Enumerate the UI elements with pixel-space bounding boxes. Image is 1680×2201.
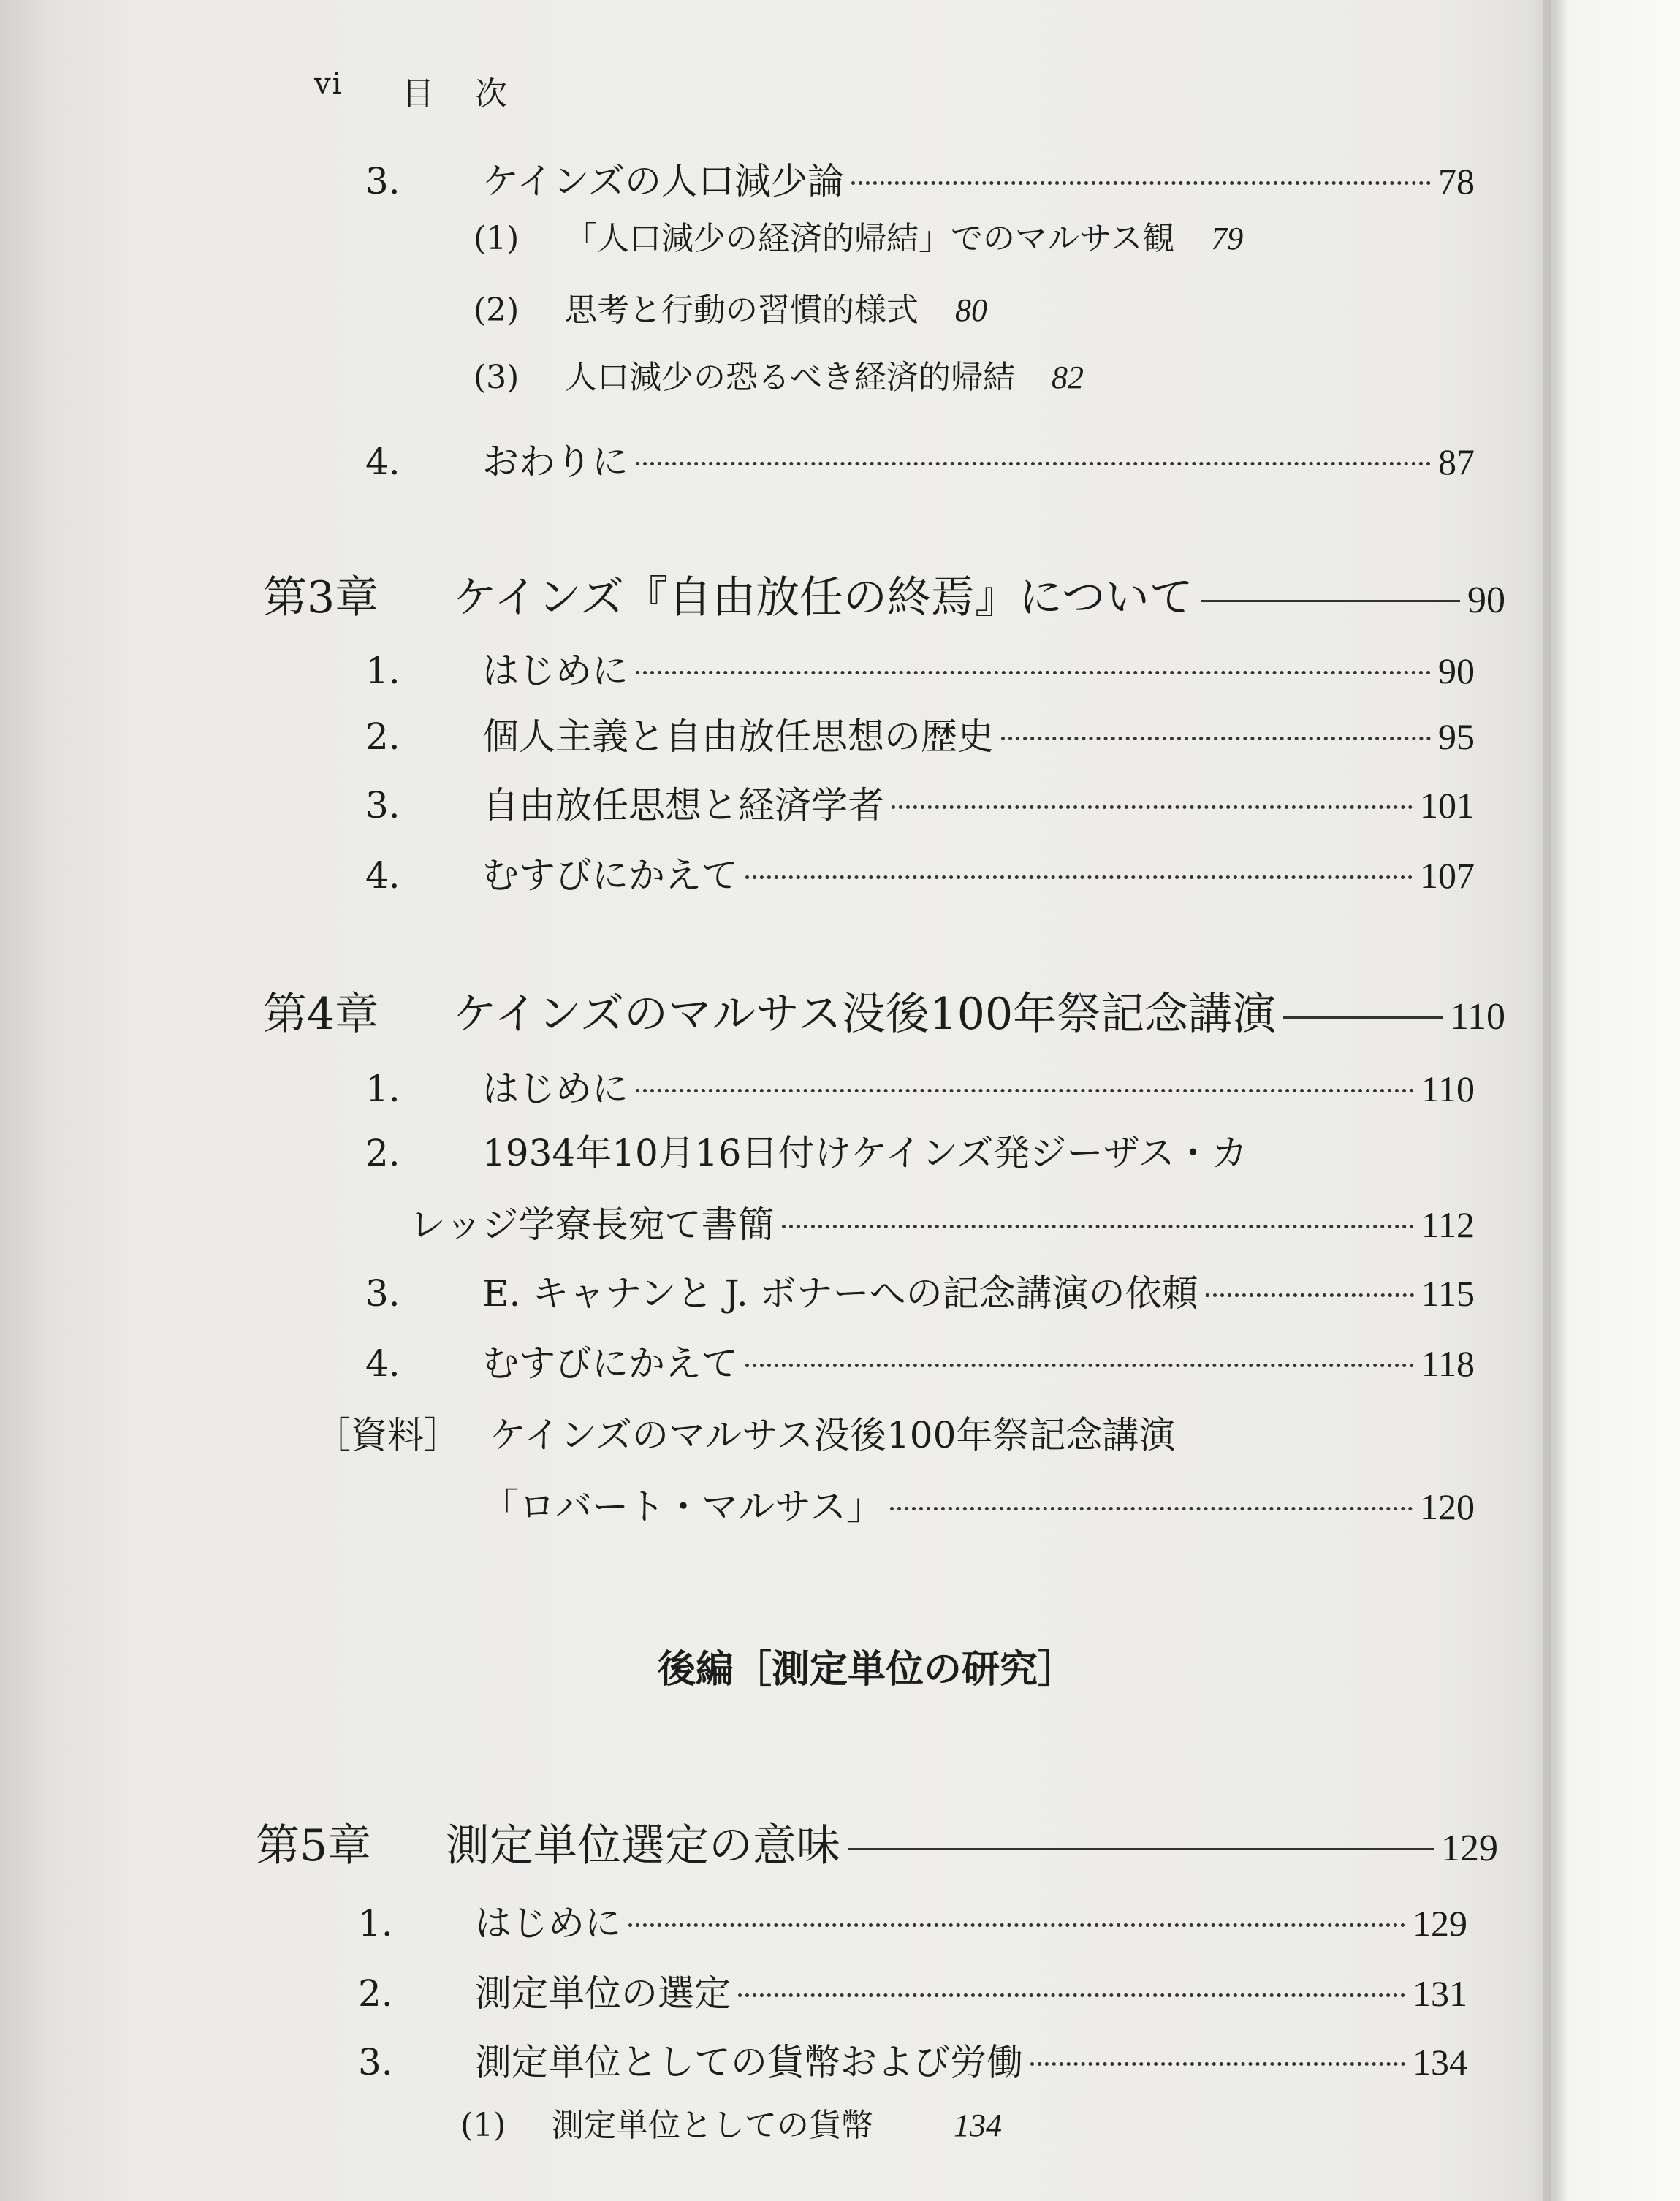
toc-subentry[interactable] [460, 2099, 1002, 2145]
dot-leader [628, 1923, 1405, 1927]
section-title: はじめに [475, 1902, 621, 1945]
page-ref: 82 [1052, 360, 1084, 395]
dot-leader [636, 671, 1431, 674]
dot-leader [636, 1089, 1414, 1092]
subsection-number: (1) [460, 2107, 506, 2144]
page-ref: 80 [955, 292, 987, 328]
section-number: 3. [365, 784, 400, 826]
section-number: 3. [365, 1272, 400, 1315]
page-ref: 87 [1438, 441, 1475, 482]
chapter-title: 測定単位選定の意味 [446, 1820, 840, 1871]
dot-leader [738, 1993, 1405, 1997]
page-ref: 79 [1211, 221, 1244, 256]
section-title: ケインズの人口減少論 [482, 160, 844, 202]
page-ref: 110 [1421, 1068, 1475, 1109]
toc-entry[interactable] [365, 152, 1475, 205]
page-ref: 101 [1420, 785, 1475, 826]
section-title-continued: レッジ学寮長宛て書簡 [409, 1204, 775, 1246]
toc-entry[interactable] [365, 1264, 1475, 1317]
toc-subentry[interactable] [474, 351, 1084, 398]
page-ref: 110 [1449, 996, 1505, 1038]
section-number: 1. [365, 650, 400, 692]
section-title: 測定単位としての貨幣および労働 [475, 2041, 1023, 2083]
chapter-number: 第5章 [256, 1820, 372, 1871]
section-title: むすびにかえて [482, 854, 738, 897]
subsection-number: (2) [474, 292, 520, 329]
rule-leader [848, 1848, 1434, 1850]
chapter-number: 第3章 [263, 572, 379, 623]
chapter-title: ケインズのマルサス没後100年祭記念講演 [453, 989, 1277, 1040]
section-title: E. キャナンと J. ボナーへの記念講演の依頼 [482, 1272, 1198, 1315]
page-number: vi [314, 67, 343, 101]
page-ref: 90 [1438, 650, 1475, 691]
toc-entry[interactable] [365, 433, 1475, 485]
subsection-title: 「人口減少の経済的帰結」でのマルサス観 [565, 220, 1175, 257]
section-title-continued: 「ロバート・マルサス」 [482, 1486, 883, 1528]
toc-subentry[interactable] [474, 284, 987, 330]
toc-entry[interactable] [365, 776, 1475, 829]
page-ref: 90 [1467, 579, 1505, 621]
dot-leader [745, 1364, 1414, 1367]
toc-chapter[interactable] [256, 1811, 1498, 1874]
page-ref: 134 [954, 2107, 1002, 2143]
section-number: 4. [365, 854, 400, 897]
toc-chapter[interactable] [263, 563, 1505, 626]
chapter-number: 第4章 [263, 989, 379, 1040]
chapter-title: ケインズ『自由放任の終焉』について [453, 572, 1193, 623]
section-number: 3. [358, 2041, 393, 2083]
dot-leader [782, 1225, 1414, 1228]
section-title: 自由放任思想と経済学者 [482, 784, 884, 826]
page-ref: 129 [1413, 1903, 1467, 1944]
section-title: ケインズのマルサス没後100年祭記念講演 [490, 1414, 1176, 1456]
section-number: 4. [365, 1342, 400, 1385]
toc-entry[interactable] [314, 1406, 1175, 1459]
dot-leader [890, 1507, 1413, 1510]
section-title: 個人主義と自由放任思想の歴史 [482, 715, 994, 758]
page-ref: 131 [1413, 1973, 1467, 2014]
subsection-title: 人口減少の恐るべき経済的帰結 [565, 359, 1015, 396]
section-title: おわりに [482, 441, 628, 483]
page-ref: 129 [1441, 1828, 1498, 1869]
page-ref: 120 [1420, 1486, 1475, 1527]
section-title: むすびにかえて [482, 1342, 738, 1385]
page-ref: 95 [1438, 716, 1475, 757]
section-number: 1. [358, 1902, 393, 1945]
toc-entry[interactable] [358, 2033, 1467, 2086]
section-title: 1934年10月16日付けケインズ発ジーザス・カ [482, 1132, 1248, 1174]
page-ref: 118 [1421, 1343, 1475, 1384]
toc-entry[interactable] [365, 846, 1475, 899]
toc-entry[interactable] [365, 707, 1475, 760]
toc-entry-continuation[interactable] [482, 1478, 1475, 1530]
toc-chapter[interactable] [263, 979, 1505, 1042]
rule-leader [1201, 600, 1460, 602]
dot-leader [892, 805, 1413, 809]
toc-entry[interactable] [365, 1334, 1475, 1387]
subsection-number: (1) [474, 220, 520, 257]
dot-leader [1001, 737, 1431, 740]
section-number: 4. [365, 441, 400, 483]
toc-entry[interactable] [365, 642, 1475, 694]
subsection-title: 測定単位としての貨幣 [552, 2107, 873, 2144]
dot-leader [1030, 2062, 1405, 2066]
section-number: 2. [365, 1132, 400, 1174]
toc-subentry[interactable] [474, 212, 1243, 259]
dot-leader [1206, 1293, 1414, 1297]
page-ref: 115 [1421, 1273, 1475, 1314]
section-number: 2. [365, 715, 400, 758]
page-ref: 112 [1421, 1204, 1475, 1245]
dot-leader [745, 875, 1413, 879]
rule-leader [1283, 1016, 1443, 1019]
running-title: 目 次 [402, 75, 512, 113]
toc-entry[interactable] [358, 1894, 1467, 1947]
page-ref: 107 [1420, 855, 1475, 896]
subsection-number: (3) [474, 359, 520, 396]
dot-leader [636, 462, 1431, 465]
part-heading: 後編［測定単位の研究］ [658, 1647, 1076, 1692]
dot-leader [851, 181, 1431, 185]
section-title: はじめに [482, 650, 628, 692]
subsection-title: 思考と行動の習慣的様式 [565, 292, 919, 329]
toc-entry[interactable] [365, 1060, 1475, 1112]
page-ref: 78 [1438, 161, 1475, 202]
toc-entry[interactable] [365, 1124, 1248, 1176]
page-edge-shadow [1543, 0, 1551, 2201]
section-title: 測定単位の選定 [475, 1972, 731, 2015]
section-number: 1. [365, 1068, 400, 1110]
section-title: はじめに [482, 1068, 628, 1110]
section-number: 3. [365, 160, 400, 202]
material-label: ［資料］ [314, 1414, 460, 1456]
toc-entry[interactable] [358, 1964, 1467, 2017]
toc-entry-continuation[interactable] [409, 1195, 1475, 1248]
page-ref: 134 [1413, 2042, 1467, 2083]
section-number: 2. [358, 1972, 393, 2015]
